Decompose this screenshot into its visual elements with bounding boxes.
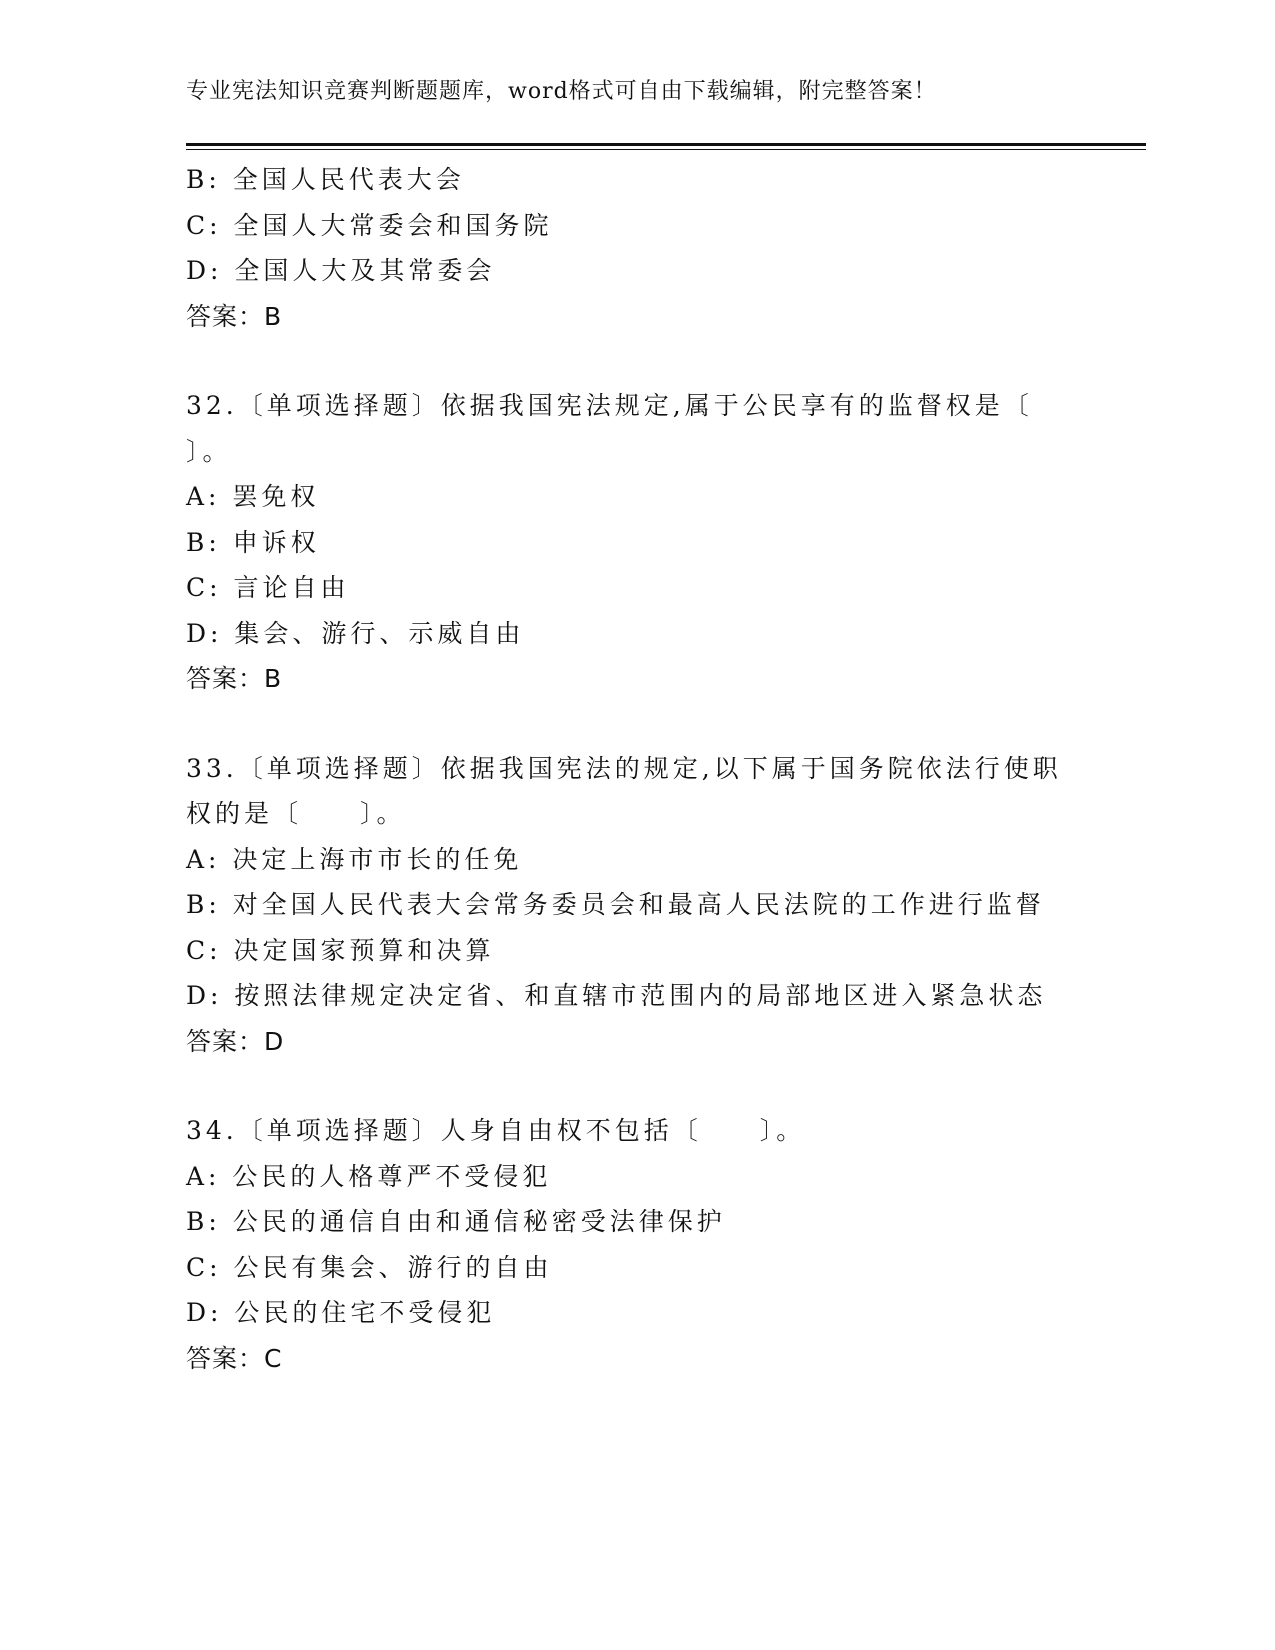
- option-a: A: 决定上海市市长的任免: [186, 844, 523, 874]
- option-c: C: 言论自由: [186, 573, 350, 602]
- question-stem: 34.〔单项选择题〕人身自由权不包括〔 〕。: [186, 1116, 806, 1145]
- option-d: D: 集会、游行、示威自由: [186, 618, 525, 648]
- option-b: B: 对全国人民代表大会常务委员会和最高人民法院的工作进行监督: [186, 890, 1045, 919]
- page-header: 专业宪法知识竞赛判断题题库，word格式可自由下载编辑，附完整答案！: [186, 79, 937, 104]
- option-c: C: 全国人大常委会和国务院: [186, 210, 553, 240]
- option-b: B: 公民的通信自由和通信秘密受法律保护: [186, 1207, 726, 1236]
- option-a: A: 罢免权: [186, 482, 320, 511]
- question-33: [186, 746, 1086, 1065]
- question-34: [186, 1108, 1086, 1381]
- option-d: D: 按照法律规定决定省、和直辖市范围内的局部地区进入紧急状态: [186, 981, 1047, 1010]
- question-content: [186, 157, 1086, 1381]
- question-stem: 32.〔单项选择题〕依据我国宪法规定,属于公民享有的监督权是〔: [186, 391, 1033, 420]
- spacer: [186, 1064, 1086, 1108]
- question-32: [186, 383, 1086, 702]
- question-stem-cont: 权的是〔 〕。: [186, 799, 406, 828]
- option-b: B: 全国人民代表大会: [186, 165, 465, 194]
- answer-line: 答案：D: [186, 1026, 285, 1056]
- option-a: A: 公民的人格尊严不受侵犯: [186, 1161, 552, 1191]
- option-b: B: 申诉权: [186, 527, 320, 557]
- prev-question-block: [186, 157, 1086, 339]
- header-rule-thin: [186, 149, 1146, 150]
- answer-line: 答案：B: [186, 664, 283, 693]
- spacer: [186, 339, 1086, 383]
- answer-line: 答案：C: [186, 1343, 283, 1373]
- option-d: D: 公民的住宅不受侵犯: [186, 1298, 496, 1327]
- question-stem-cont: 〕。: [186, 436, 232, 466]
- question-stem: 33.〔单项选择题〕依据我国宪法的规定,以下属于国务院依法行使职: [186, 753, 1062, 783]
- header-rule-thick: [186, 143, 1146, 146]
- answer-line: 答案：B: [186, 301, 283, 331]
- option-c: C: 决定国家预算和决算: [186, 935, 495, 965]
- option-c: C: 公民有集会、游行的自由: [186, 1252, 553, 1282]
- option-d: D: 全国人大及其常委会: [186, 256, 496, 285]
- spacer: [186, 702, 1086, 746]
